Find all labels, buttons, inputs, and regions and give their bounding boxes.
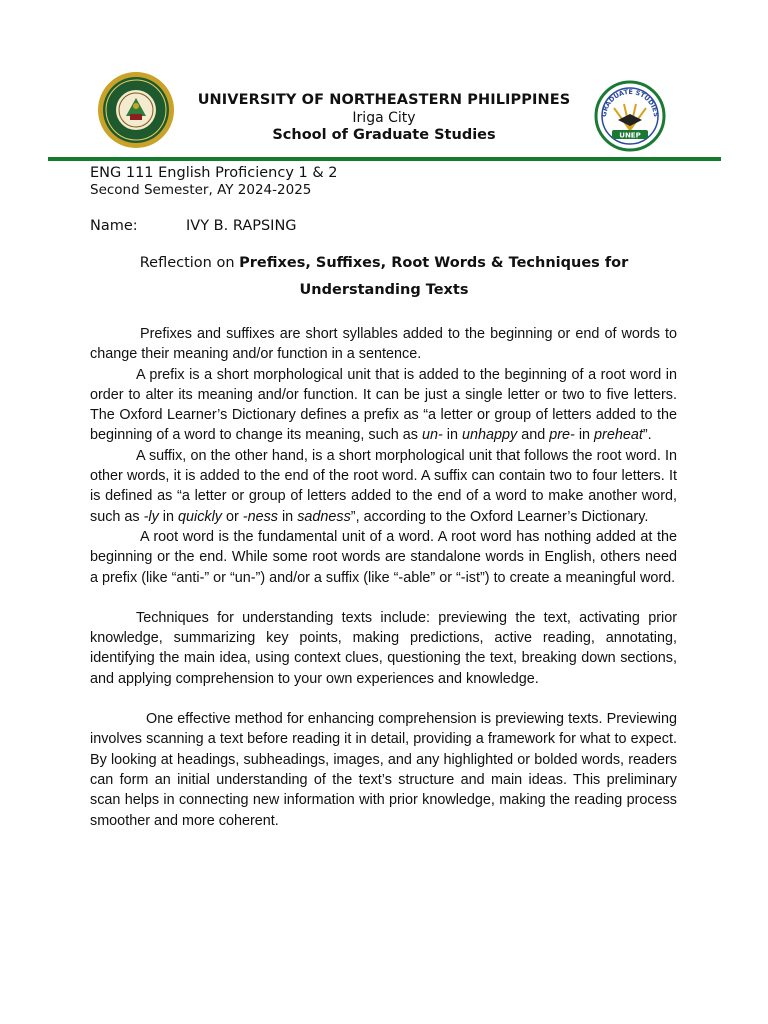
reflection-topic-line2: Understanding Texts	[299, 282, 469, 298]
reflection-topic-line1: Prefixes, Suffixes, Root Words & Techniques for	[239, 255, 629, 271]
school-name: School of Graduate Studies	[272, 127, 496, 143]
reflection-title	[90, 250, 678, 304]
semester: Second Semester, AY 2024-2025	[90, 182, 312, 198]
letterhead	[0, 0, 768, 170]
student-name-row	[90, 218, 297, 234]
spacer	[90, 588, 677, 608]
logo-arc-text: GRADUATE STUDIES	[599, 87, 661, 118]
letterhead-text	[184, 92, 584, 143]
course-title: ENG 111 English Proficiency 1 & 2	[90, 165, 338, 181]
university-name: UNIVERSITY OF NORTHEASTERN PHILIPPINES	[197, 92, 571, 108]
city-name: Iriga City	[352, 110, 416, 126]
paragraph-suffix: A suffix, on the other hand, is a short morphological unit that follows the root word. In other words, it is added to the end of the root word. A suffix can contain two to four letters. It is defined as “a letter or group of letters added to the end of a word to make another word, such as -ly in quickly or -ness in sadness”, according to the Oxford Learner’s Dictionary.	[90, 447, 677, 525]
paragraph-intro: Prefixes and suffixes are short syllables added to the beginning or end of words to change their meaning and/or function in a sentence.	[90, 326, 677, 363]
graduate-studies-logo-icon	[594, 80, 666, 152]
reflection-prefix: Reflection on	[139, 255, 240, 271]
student-name: IVY B. RAPSING	[186, 218, 297, 234]
reflection-body	[90, 324, 677, 831]
paragraph-root-word: A root word is the fundamental unit of a word. A root word has nothing added at the beginning or the end. While some root words are standalone words in English, others need a prefix (like “anti-” or “un-”) and/or a suffix (like “-able” or “-ist”) to create a meaningful word.	[90, 528, 677, 586]
name-label: Name:	[90, 218, 138, 234]
logo-sub-text: UNEP	[619, 131, 641, 140]
spacer	[90, 689, 677, 709]
header-divider	[48, 157, 721, 161]
paragraph-techniques: Techniques for understanding texts include: previewing the text, activating prior knowledge, summarizing key points, making predictions, active reading, annotating, identifying the main idea, using context clues, questioning the text, breaking down sections, and applying comprehension to your own experiences and knowledge.	[90, 609, 677, 687]
course-info	[90, 165, 338, 198]
paragraph-prefix: A prefix is a short morphological unit that is added to the beginning of a root word in order to alter its meaning and/or function. It can be just a single letter or two to five letters. The Oxford Learner’s Dictionary defines a prefix as “a letter or group of letters added to the beginning of a word to change its meaning, such as un- in unhappy and pre- in preheat”.	[90, 366, 677, 444]
paragraph-previewing: One effective method for enhancing comprehension is previewing texts. Previewing involves scanning a text before reading it in detail, providing a framework for what to expect. By looking at headings, subheadings, images, and any highlighted or bolded words, readers can form an initial understanding of the text’s structure and main ideas. This preliminary scan helps in connecting new information with prior knowledge, making the reading process smoother and more coherent.	[90, 711, 677, 829]
university-seal-icon	[96, 70, 176, 150]
